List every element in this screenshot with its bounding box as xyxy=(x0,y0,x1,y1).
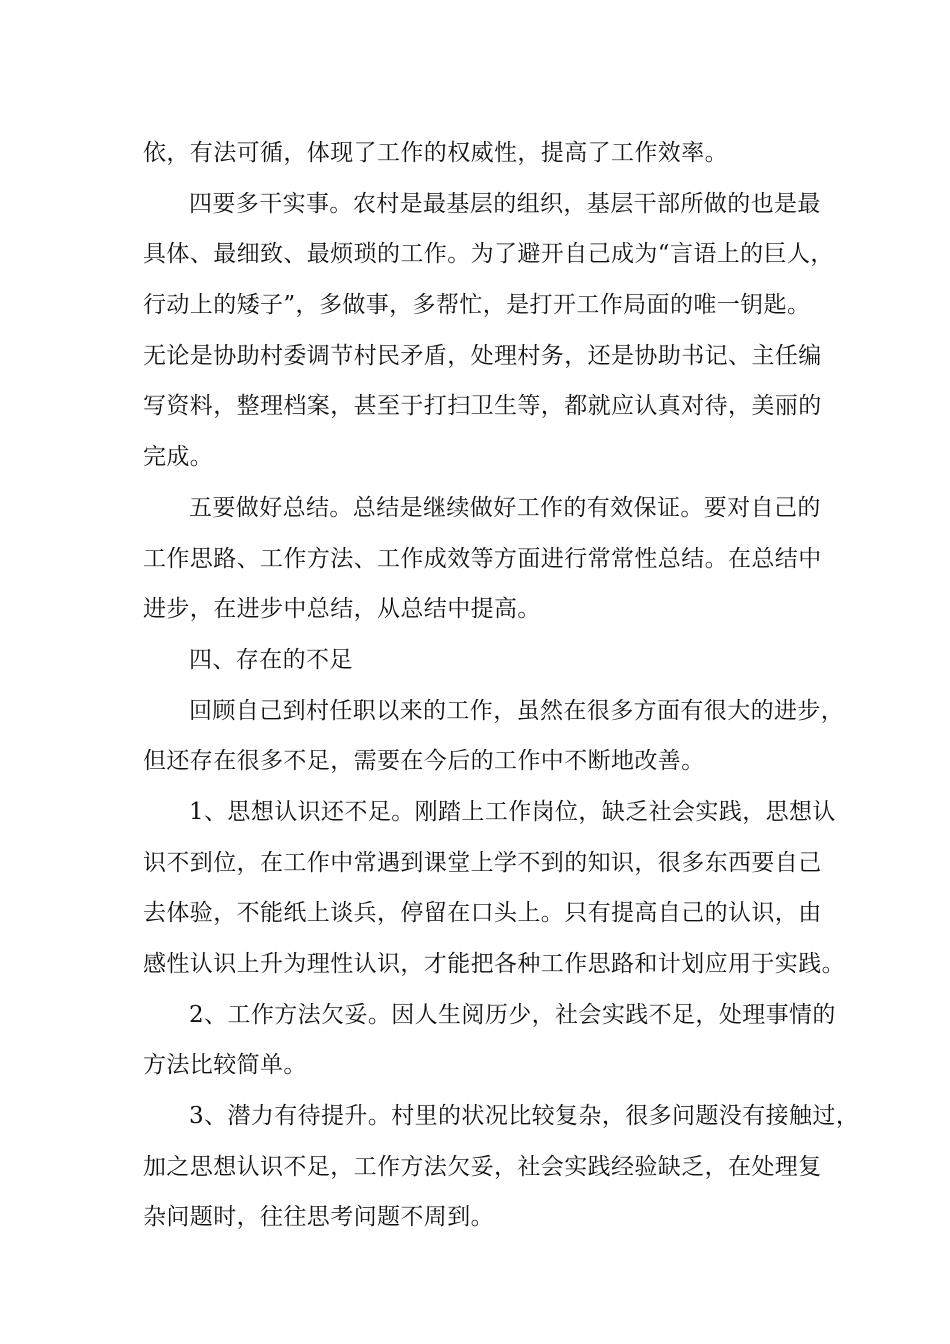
text-line: 具体、最细致、最烦琐的工作。为了避开自己成为“言语上的巨人， xyxy=(143,241,834,268)
text-line: 但还存在很多不足，需要在今后的工作中不断地改善。 xyxy=(143,748,705,775)
text-line: 方法比较简单。 xyxy=(143,1052,307,1079)
section-heading xyxy=(143,635,813,686)
text-line: 感性认识上升为理性认识，才能把各种工作思路和计划应用于实践。 xyxy=(143,951,845,977)
text-line: 3、潜力有待提升。村里的状况比较复杂，很多问题没有接触过， xyxy=(189,1103,860,1130)
text-line: 识不到位，在工作中常遇到课堂上学不到的知识，很多东西要自己 xyxy=(143,849,822,876)
paragraph-summary xyxy=(143,483,822,635)
text-line: 2、工作方法欠妥。因人生阅历少，社会实践不足，处理事情的 xyxy=(189,1001,836,1028)
text-line: 写资料，整理档案，甚至于打扫卫生等，都就应认真对待，美丽的 xyxy=(143,393,822,420)
text-line: 杂问题时，往往思考问题不周到。 xyxy=(143,1204,494,1231)
text-line: 五要做好总结。总结是继续做好工作的有效保证。要对自己的 xyxy=(189,494,821,521)
paragraph-item-1 xyxy=(143,787,845,990)
text-line: 工作思路、工作方法、工作成效等方面进行常常性总结。在总结中 xyxy=(143,545,822,572)
text-line: 去体验，不能纸上谈兵，停留在口头上。只有提高自己的认识，由 xyxy=(143,900,822,927)
heading-text: 四、存在的不足 xyxy=(189,646,353,673)
text-line: 完成。 xyxy=(143,444,214,471)
text-line: 依，有法可循，体现了工作的权威性，提高了工作效率。 xyxy=(143,140,728,166)
text-line: 无论是协助村委调节村民矛盾，处理村务，还是协助书记、主任编 xyxy=(143,342,822,369)
text-line: 进步，在进步中总结，从总结中提高。 xyxy=(143,596,541,623)
paragraph-practical-work xyxy=(143,179,834,483)
text-line: 行动上的矮子”，多做事，多帮忙，是打开工作局面的唯一钥匙。 xyxy=(143,292,811,319)
document-body xyxy=(143,128,860,1243)
text-line: 加之思想认识不足，工作方法欠妥，社会实践经验缺乏，在处理复 xyxy=(143,1153,822,1180)
text-line: 1、思想认识还不足。刚踏上工作岗位，缺乏社会实践，思想认 xyxy=(189,798,836,825)
text-line: 回顾自己到村任职以来的工作，虽然在很多方面有很大的进步， xyxy=(189,697,845,724)
paragraph-continuation xyxy=(143,128,813,179)
text-line: 四要多干实事。农村是最基层的组织，基层干部所做的也是最 xyxy=(189,190,821,217)
paragraph-item-2 xyxy=(143,990,836,1091)
paragraph-review xyxy=(143,686,845,787)
paragraph-item-3 xyxy=(143,1091,860,1243)
